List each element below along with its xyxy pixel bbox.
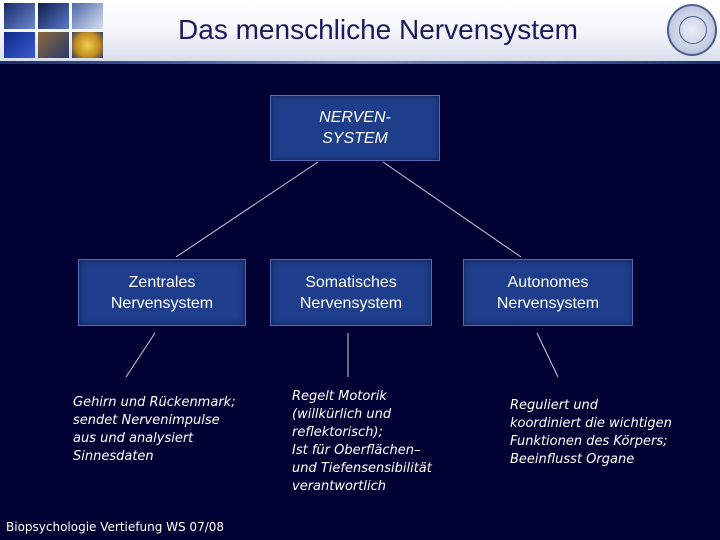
node-autonomes-nervensystem [463,259,633,326]
node-zns-label: Zentrales Nervensystem [110,273,214,312]
node-zentrales-nervensystem [78,259,246,326]
description-ans: Reguliert und koordiniert die wichtigen Funktionen des Körpers; Beeinflusst Organe [510,398,672,467]
node-ans-label: Autonomes Nervensystem [496,273,600,312]
connector-ans-desc [537,333,558,377]
description-zns: Gehirn und Rückenmark; sendet Nervenimpulse aus und analysiert Sinnesdaten [73,395,236,464]
slide-footer: Biopsychologie Vertiefung WS 07/08 [6,520,225,534]
slide-title: Das menschliche Nervensystem [178,14,578,45]
connector-zns-desc [126,333,155,377]
node-nervensystem-label: NERVEN- SYSTEM [319,109,391,147]
node-nervensystem [270,95,440,161]
description-sns: Regelt Motorik (willkürlich und reflektorisch); Ist für Oberflächen– und Tiefensensibilität verantwortlich [292,389,432,494]
connector-root-ans [383,162,521,257]
node-sns-label: Somatisches Nervensystem [299,273,403,312]
connector-root-zns [176,162,318,257]
node-somatisches-nervensystem [270,259,432,326]
